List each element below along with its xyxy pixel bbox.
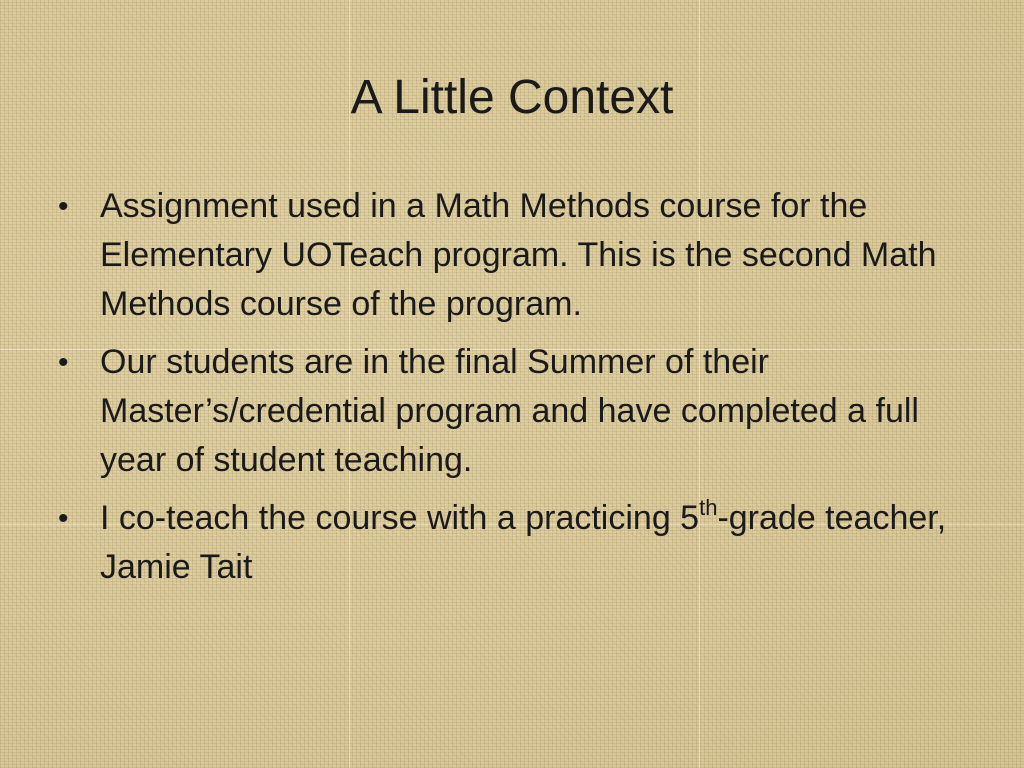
bullet-text-end: -grade teacher, Jamie Tait — [100, 499, 947, 586]
ordinal-superscript: th — [699, 495, 718, 520]
bullet-list — [58, 182, 958, 601]
bullet-item — [58, 338, 958, 485]
bullet-text: Assignment used in a Math Methods course for the Elementary UOTeach program. This is the second Math Methods course of the program. — [100, 187, 937, 323]
bullet-text: Our students are in the final Summer of their Master’s/credential program and have completed a full year of student teaching. — [100, 343, 919, 479]
bullet-text-start: I co-teach the course with a practicing 5 — [100, 499, 700, 537]
slide-title: A Little Context — [350, 71, 674, 124]
bullet-icon: • — [58, 502, 69, 535]
bullet-item — [58, 182, 958, 329]
bullet-item — [58, 494, 958, 592]
bullet-icon: • — [58, 346, 69, 379]
bullet-icon: • — [58, 190, 69, 223]
